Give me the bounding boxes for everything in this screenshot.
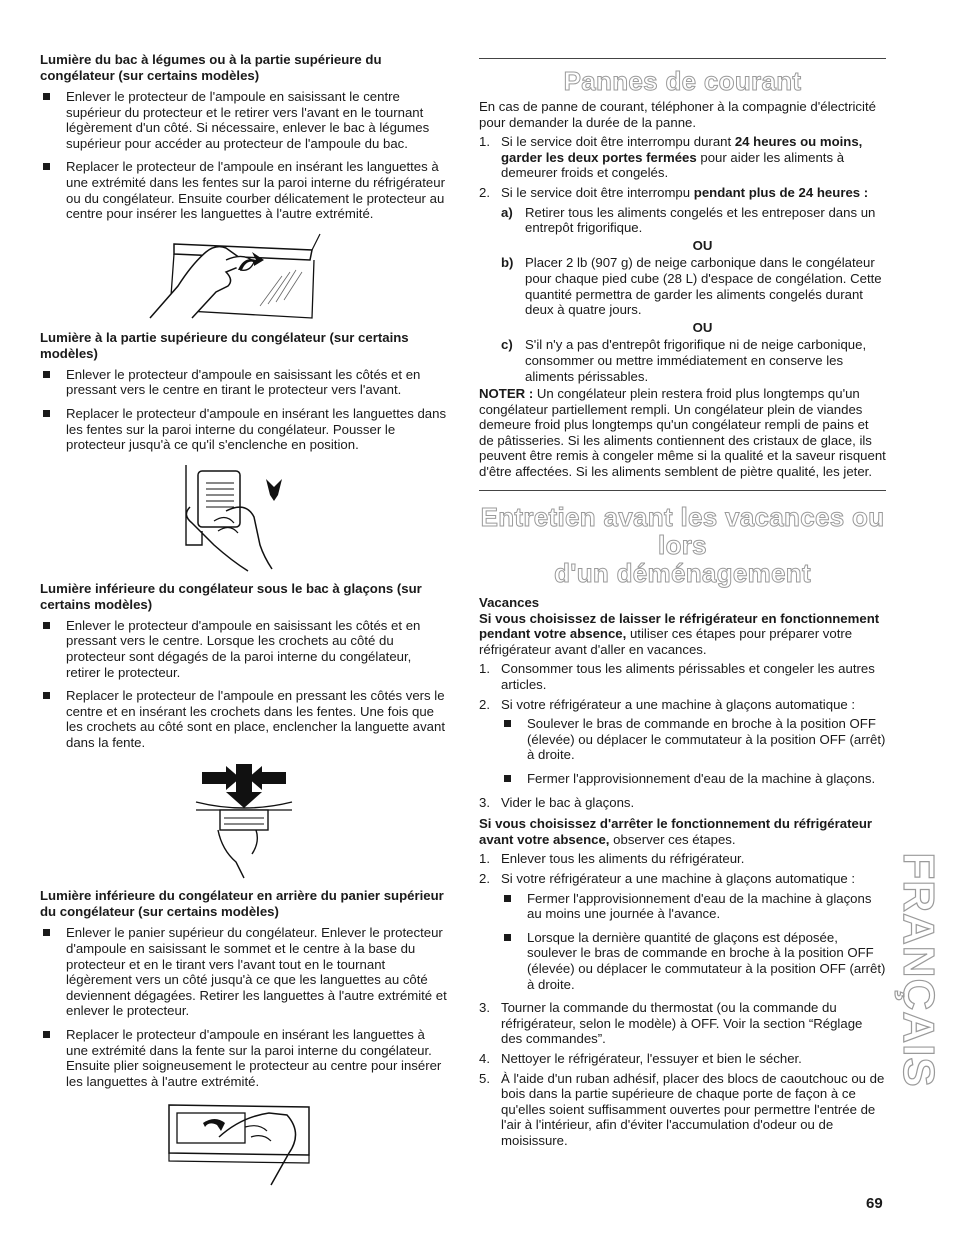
numbered-item: 1. Si le service doit être interrompu durant 24 heures ou moins, garder les deux portes fermées pour aider les aliments à demeurer froids et congelés. (479, 134, 863, 181)
bullet-item: Enlever le protecteur d'ampoule en saisissant les côtés et en pressant vers le centre. Lorsque les crochets au côté du protecteur sont dégagés de la paroi interne du congélateur, retirer le protecteur. (40, 618, 447, 680)
numbered-item: 4. Nettoyer le réfrigérateur, l'essuyer et bien le sécher. (479, 1050, 802, 1066)
section-heading: Lumière inférieure du congélateur en arrière du panier supérieur du congélateur (sur certains modèles) (40, 888, 444, 920)
crisper-light-illustration (144, 230, 344, 322)
bullet-square-icon (43, 410, 50, 417)
numbered-item: 3. Vider le bac à glaçons. (479, 794, 635, 810)
right-column (479, 52, 886, 1152)
lettered-item: c) S'il n'y a pas d'entrepôt frigorifique ni de neige carbonique, consommer ou mettre immédiatement en conserve les aliments périssables. (501, 337, 867, 384)
vacation-on-intro: Si vous choisissez de laisser le réfrigérateur en fonctionnement pendant votre absence, utiliser ces étapes pour préparer votre réfrigérateur avant d'aller en vacances. (479, 610, 880, 657)
numbered-item: 1. Consommer tous les aliments périssables et congeler les autres articles. (479, 661, 875, 693)
numbered-item: 5. À l'aide d'un ruban adhésif, placer des blocs de caoutchouc ou de bois dans la partie supérieure de chaque porte de façon à ce qu'elles soient suffisamment ouvertes pour permettre l'entrée de l'air à l'intérieur, afin d'éviter l'accumulation d'odeur ou de moisissure. (479, 1070, 885, 1148)
section-heading: Lumière inférieure du congélateur sous le bac à glaçons (sur certains modèles) (40, 580, 422, 612)
or-separator: OU (692, 237, 713, 253)
lettered-item: a) Retirer tous les aliments congelés et les entreposer dans un entrepôt frigorifique. (501, 204, 876, 236)
power-failure-intro: En cas de panne de courant, téléphoner à la compagnie d'électricité pour demander la durée de la panne. (479, 99, 876, 130)
language-side-tab: FRANÇAIS (894, 852, 943, 1088)
bullet-square-icon (43, 692, 50, 699)
left-column (40, 52, 447, 1195)
bullet-item: Enlever le protecteur de l'ampoule en saisissant le centre supérieur du protecteur et le retirer vers l'avant en le tournant légèrement d'un côté. Si nécessaire, enlever le bac à légumes supérieur pour accéder au protecteur de l'ampoule du bac. (40, 89, 447, 151)
numbered-item: 3. Tourner la commande du thermostat (ou la commande du réfrigérateur, selon le modèle) à OFF. Voir la section “Réglage des commandes”. (479, 1000, 863, 1047)
numbered-item: 2. Si votre réfrigérateur a une machine à glaçons automatique : (479, 696, 856, 712)
bullet-square-icon (43, 93, 50, 100)
section-heading: Lumière à la partie supérieure du congélateur (sur certains modèles) (40, 329, 409, 361)
bullet-square-icon (504, 775, 511, 782)
bullet-square-icon (504, 934, 511, 941)
bullet-square-icon (43, 163, 50, 170)
vacation-off-intro: Si vous choisissez d'arrêter le fonctionnement du réfrigérateur avant votre absence, observer ces étapes. (479, 816, 873, 847)
bullet-item: Fermer l'approvisionnement d'eau de la machine à glaçons au moins une journée à l'avance. (501, 891, 886, 922)
bullet-square-icon (43, 371, 50, 378)
numbered-item: 2. Si le service doit être interrompu pendant plus de 24 heures : (479, 184, 869, 200)
vacation-title: Entretien avant les vacances ou lors d'un déménagement (480, 501, 885, 588)
bullet-square-icon (43, 1031, 50, 1038)
bullet-square-icon (504, 895, 511, 902)
bullet-item: Enlever le protecteur d'ampoule en saisissant les côtés et en pressant vers le centre en tirant le protecteur vers l'avant. (40, 367, 447, 398)
bullet-square-icon (43, 929, 50, 936)
bullet-square-icon (504, 720, 511, 727)
bullet-square-icon (43, 622, 50, 629)
freezer-basket-light-illustration (159, 1097, 329, 1187)
or-separator: OU (692, 319, 713, 335)
bullet-item: Replacer le protecteur d'ampoule en insérant les languettes à une extrémité dans la fente sur la paroi interne du congélateur. Ensuite plier soigneusement le protecteur au centre pour insérer les languettes à l'autre extrémité. (40, 1027, 447, 1089)
bullet-item: Replacer le protecteur de l'ampoule en pressant les côtés vers le centre et en insérant les crochets dans les fentes. Une fois que les crochets au côté sont en place, enclencher la languette avant dans la fente. (40, 688, 447, 750)
vacation-subheading: Vacances (479, 594, 540, 610)
numbered-item: 2. Si votre réfrigérateur a une machine à glaçons automatique : (479, 870, 856, 886)
freezer-basket-light-section (40, 888, 447, 1187)
ice-bin-light-illustration (174, 758, 314, 880)
freezer-top-light-illustration (174, 461, 314, 573)
bullet-item: Enlever le panier supérieur du congélateur. Enlever le protecteur d'ampoule en saisissant le sommet et le centre à la base du protecteur et en le tirant vers l'avant tout en le tournant légèrement vers un côté jusqu'à ce que les languettes au côté deviennent dégagées. Retirer les languettes à l'autre extrémité et enlever le protecteur. (40, 925, 447, 1019)
section-divider (479, 58, 886, 59)
lettered-item: b) Placer 2 lb (907 g) de neige carbonique dans le congélateur pour chaque pied cube (28 L) d'espace de congélation. Cette quantité permettra de garder les aliments congelés durant deux à quatre jours. (501, 255, 882, 318)
bullet-item: Fermer l'approvisionnement d'eau de la machine à glaçons. (501, 771, 886, 787)
section-heading: Lumière du bac à légumes ou à la partie supérieure du congélateur (sur certains modèles) (40, 52, 382, 83)
bullet-item: Soulever le bras de commande en broche à la position OFF (élevée) ou déplacer le commutateur à la position OFF (arrêt) à droite. (501, 716, 886, 763)
page-number: 69 (866, 1195, 883, 1212)
power-failure-note: NOTER : Un congélateur plein restera froid plus longtemps qu'un congélateur partiellement rempli. Un congélateur plein de viandes demeure froid plus longtemps qu'un congélateur rempli de pains et de pâtisseries. Si les aliments contiennent des cristaux de glace, ils peuvent être remis à congeler même si la qualité et la saveur risquent d'être affectées. Si les aliments semblent de piètre qualité, les jeter. (479, 386, 886, 480)
bullet-item: Replacer le protecteur d'ampoule en insérant les languettes dans les fentes sur la paroi interne du congélateur. Pousser le protecteur jusqu'à ce qu'il s'enclenche en position. (40, 406, 447, 453)
numbered-item: 1. Enlever tous les aliments du réfrigérateur. (479, 851, 745, 867)
section-divider (479, 490, 886, 491)
crisper-light-section (40, 52, 447, 322)
bullet-item: Lorsque la dernière quantité de glaçons est déposée, soulever le bras de commande en broche à la position OFF (élevée) ou déplacer le commutateur à la position OFF (arrêt) à droite. (501, 930, 886, 992)
freezer-lower-light-section (40, 581, 447, 881)
power-failure-title: Pannes de courant (563, 66, 802, 96)
bullet-item: Replacer le protecteur de l'ampoule en insérant les languettes à une extrémité dans les fentes sur la paroi interne du réfrigérateur ou du congélateur. Ensuite courber délicatement le protecteur au centre pour insérer les languettes à l'autre extrémité. (40, 159, 447, 221)
freezer-top-light-section (40, 330, 447, 573)
